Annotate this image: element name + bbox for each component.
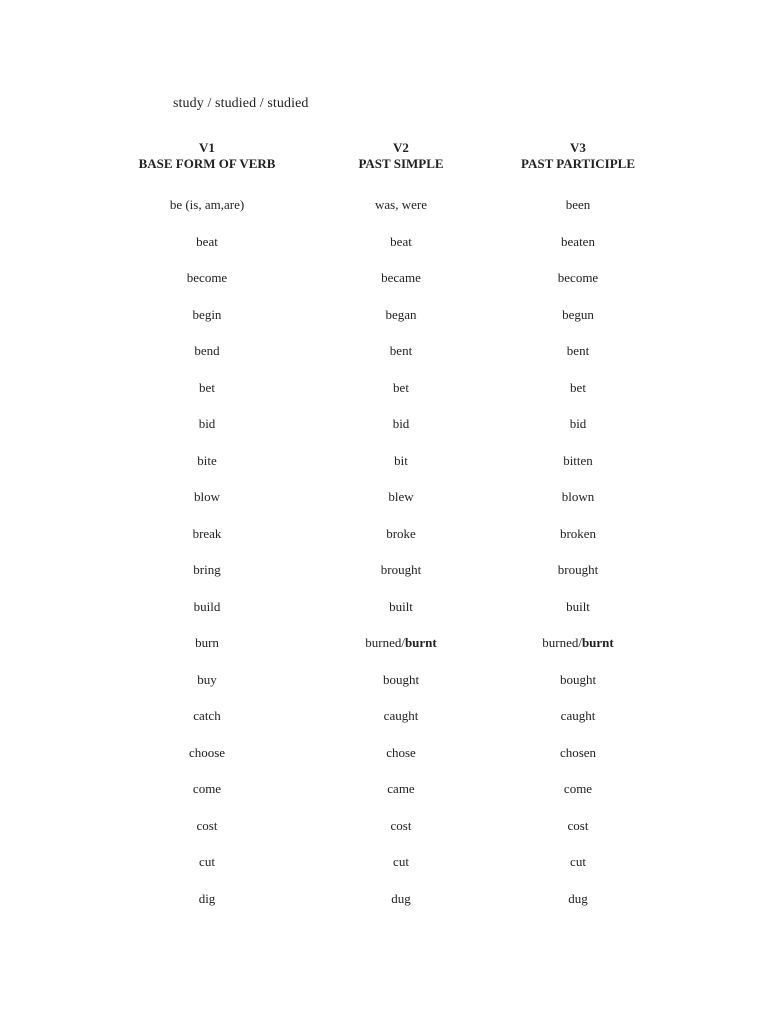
cell-v3 bbox=[458, 561, 698, 579]
cell-v2-text: bent bbox=[389, 343, 413, 358]
header-v3 bbox=[458, 140, 698, 172]
cell-v1-text: blow bbox=[194, 489, 220, 504]
table-row bbox=[0, 488, 768, 525]
cell-v3 bbox=[458, 634, 698, 652]
table-row bbox=[0, 415, 768, 452]
cell-v3 bbox=[458, 890, 698, 908]
cell-v3-text: cut bbox=[570, 854, 586, 869]
table-row bbox=[0, 671, 768, 708]
table-header bbox=[0, 140, 768, 180]
cell-v3 bbox=[458, 817, 698, 835]
cell-v1-text: bend bbox=[194, 343, 220, 358]
cell-v3-text: cost bbox=[567, 817, 589, 833]
cell-v3-text: become bbox=[557, 270, 599, 285]
cell-v3 bbox=[458, 196, 698, 214]
cell-v3 bbox=[458, 744, 698, 762]
cell-v1-text: be (is, am,are) bbox=[169, 197, 245, 212]
cell-v3-text: been bbox=[565, 197, 591, 212]
cell-v3 bbox=[458, 452, 698, 470]
cell-v2-text: broke bbox=[386, 525, 416, 541]
table-row bbox=[0, 817, 768, 854]
table-row bbox=[0, 233, 768, 270]
table-row bbox=[0, 525, 768, 562]
cell-v1-text: catch bbox=[193, 708, 221, 723]
cell-v2-text: built bbox=[389, 598, 413, 614]
table-row bbox=[0, 269, 768, 306]
cell-v1-text: bid bbox=[198, 416, 216, 431]
example-verb-line: study / studied / studied bbox=[173, 96, 309, 111]
table-row bbox=[0, 598, 768, 635]
header-v1-title: BASE FORM OF VERB bbox=[138, 156, 276, 171]
cell-v2-text: came bbox=[387, 781, 415, 796]
cell-v2-text: blew bbox=[388, 489, 414, 504]
cell-v1-text: cost bbox=[196, 817, 218, 833]
table-row bbox=[0, 707, 768, 744]
cell-v3-text: bitten bbox=[563, 452, 593, 468]
cell-v3-text: begun bbox=[562, 306, 594, 322]
cell-v3-text: chosen bbox=[559, 744, 597, 760]
cell-v1-text: buy bbox=[197, 671, 217, 687]
cell-v1-text: bet bbox=[199, 379, 215, 395]
header-v2-code: V2 bbox=[393, 140, 409, 155]
table-row bbox=[0, 561, 768, 598]
header-v3-title: PAST PARTICIPLE bbox=[520, 156, 636, 171]
header-v3-code: V3 bbox=[570, 140, 586, 155]
cell-v3 bbox=[458, 269, 698, 287]
cell-v2-text: dug bbox=[391, 890, 411, 906]
cell-v3-text: beaten bbox=[561, 233, 595, 249]
cell-v3-text: built bbox=[566, 598, 590, 614]
cell-v1-text: dig bbox=[198, 890, 216, 906]
table-row bbox=[0, 306, 768, 343]
cell-v2-text: caught bbox=[383, 708, 419, 723]
cell-v3 bbox=[458, 853, 698, 871]
cell-v3-text: bent bbox=[566, 343, 590, 358]
cell-v2-text: cost bbox=[390, 817, 412, 833]
cell-v1-text: cut bbox=[199, 854, 215, 869]
cell-v3-text: brought bbox=[557, 562, 599, 577]
cell-v3-text: bought bbox=[559, 671, 597, 687]
header-v1-code: V1 bbox=[199, 140, 215, 155]
cell-v3 bbox=[458, 707, 698, 725]
cell-v2-bold-text: burnt bbox=[404, 635, 437, 650]
cell-v1-text: break bbox=[192, 525, 222, 541]
cell-v2-text: bet bbox=[393, 379, 409, 395]
table-row bbox=[0, 196, 768, 233]
cell-v3 bbox=[458, 671, 698, 689]
table-row bbox=[0, 342, 768, 379]
cell-v3-bold-text: burnt bbox=[581, 635, 614, 650]
cell-v1-text: begin bbox=[192, 306, 222, 322]
cell-v3 bbox=[458, 306, 698, 324]
cell-v2-text: burned/ bbox=[365, 635, 405, 650]
cell-v3-text: blown bbox=[561, 489, 595, 504]
cell-v2-text: became bbox=[381, 270, 421, 285]
table-row bbox=[0, 890, 768, 927]
cell-v2-text: bought bbox=[382, 671, 420, 687]
cell-v1-text: choose bbox=[188, 744, 226, 760]
cell-v3 bbox=[458, 598, 698, 616]
cell-v3 bbox=[458, 525, 698, 543]
verb-table bbox=[0, 196, 768, 926]
cell-v3 bbox=[458, 379, 698, 397]
cell-v3 bbox=[458, 342, 698, 360]
cell-v3-text: come bbox=[563, 781, 593, 796]
header-v2-title: PAST SIMPLE bbox=[358, 156, 444, 171]
cell-v3-text: broken bbox=[559, 525, 597, 541]
cell-v1-text: burn bbox=[195, 635, 219, 650]
cell-v3 bbox=[458, 780, 698, 798]
cell-v3-text: caught bbox=[560, 708, 596, 723]
cell-v3 bbox=[458, 415, 698, 433]
cell-v1-text: beat bbox=[196, 233, 218, 249]
cell-v2-text: was, were bbox=[375, 197, 427, 212]
cell-v1-text: bring bbox=[193, 562, 221, 577]
cell-v2-text: beat bbox=[390, 233, 412, 249]
cell-v1-text: build bbox=[193, 598, 221, 614]
cell-v3-text: bid bbox=[569, 416, 587, 431]
table-row bbox=[0, 744, 768, 781]
cell-v3-text: bet bbox=[570, 379, 586, 395]
table-row bbox=[0, 634, 768, 671]
cell-v3 bbox=[458, 488, 698, 506]
cell-v3 bbox=[458, 233, 698, 251]
cell-v3-text: dug bbox=[568, 890, 588, 906]
cell-v2-text: began bbox=[385, 306, 417, 322]
cell-v2-text: chose bbox=[386, 744, 416, 760]
table-row bbox=[0, 379, 768, 416]
cell-v2-text: bid bbox=[392, 416, 410, 431]
cell-v2-text: bit bbox=[394, 452, 408, 468]
table-row bbox=[0, 853, 768, 890]
table-row bbox=[0, 452, 768, 489]
cell-v1-text: bite bbox=[197, 452, 217, 468]
cell-v2-text: brought bbox=[380, 562, 422, 577]
cell-v3-text: burned/ bbox=[542, 635, 582, 650]
cell-v1-text: come bbox=[192, 781, 222, 796]
table-row bbox=[0, 780, 768, 817]
cell-v1-text: become bbox=[186, 270, 228, 285]
cell-v2-text: cut bbox=[393, 854, 409, 869]
